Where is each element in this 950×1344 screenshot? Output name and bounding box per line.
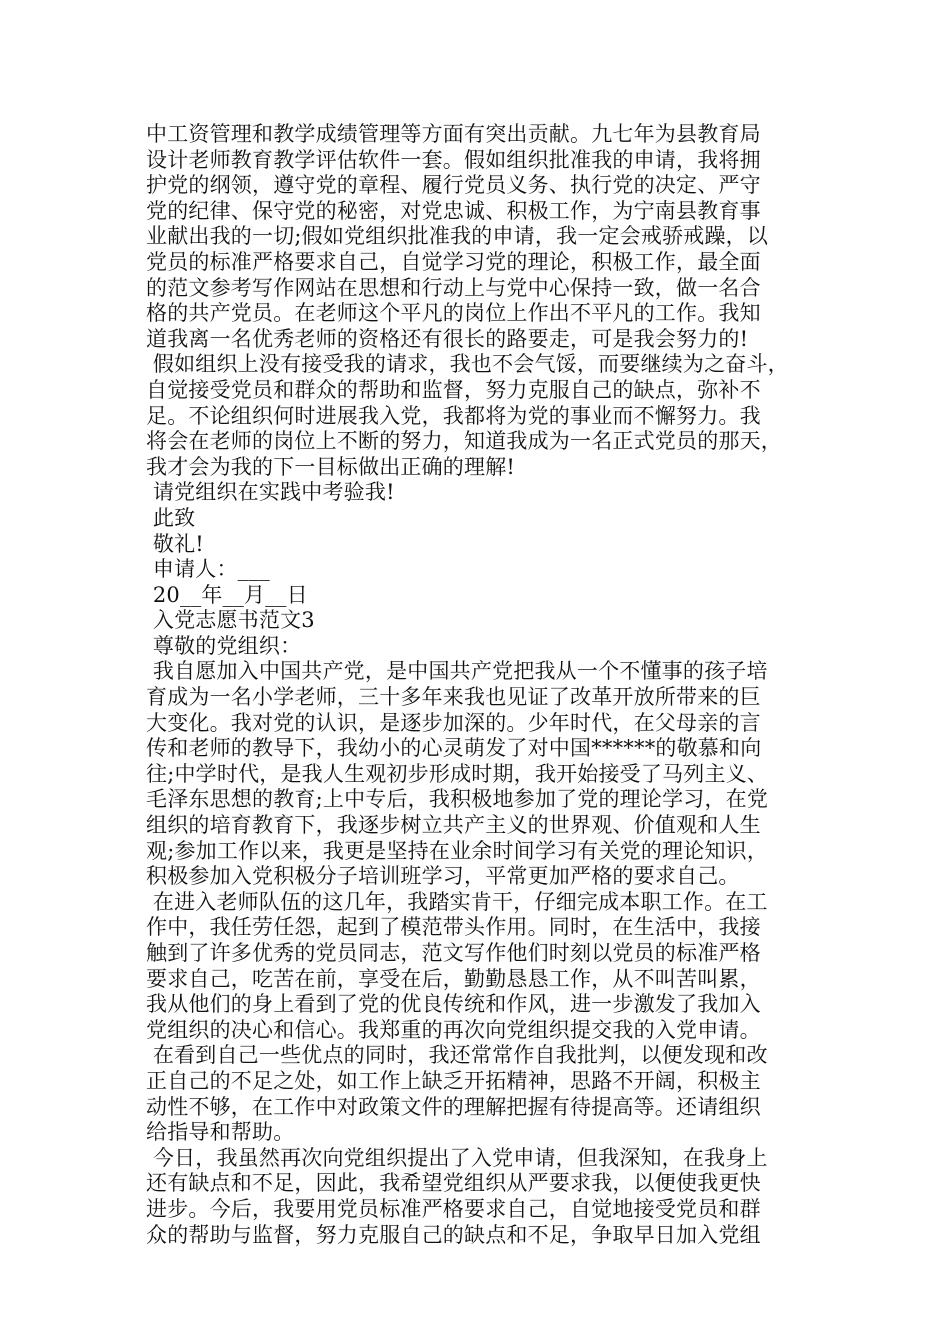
text-line: 的范文参考写作网站在思想和行动上与党中心保持一致，做一名合 — [146, 275, 761, 300]
text-line: 党员的标准严格要求自己，自觉学习党的理论，积极工作，最全面 — [146, 249, 761, 274]
text-line: 我自愿加入中国共产党，是中国共产党把我从一个不懂事的孩子培 — [146, 659, 768, 684]
text-line: 作中，我任劳任怨，起到了模范带头作用。同时，在生活中，我接 — [146, 915, 761, 940]
text-line: 传和老师的教导下，我幼小的心灵萌发了对中国******的敬慕和向 — [146, 736, 762, 761]
text-line: 足。不论组织何时进展我入党，我都将为党的事业而不懈努力。我 — [146, 403, 761, 428]
text-line: 在进入老师队伍的这几年，我踏实肯干，仔细完成本职工作。在工 — [146, 889, 768, 914]
text-line: 往;中学时代，是我人生观初步形成时期，我开始接受了马列主义、 — [146, 761, 769, 786]
text-line: 育成为一名小学老师，三十多年来我也见证了改革开放所带来的巨 — [146, 685, 761, 710]
text-line: 我从他们的身上看到了党的优良传统和作风，进一步激发了我加入 — [146, 992, 761, 1017]
text-line: 业献出我的一切;假如党组织批准我的申请，我一定会戒骄戒躁，以 — [146, 224, 769, 249]
text-line: 假如组织上没有接受我的请求，我也不会气馁，而要继续为之奋斗， — [146, 352, 789, 377]
text-line: 护党的纲领，遵守党的章程、履行党员义务、执行党的决定、严守 — [146, 173, 761, 198]
text-line: 格的共产党员。在老师这个平凡的岗位上作出不平凡的工作。我知 — [146, 301, 761, 326]
text-line: 要求自己，吃苦在前，享受在后，勤勤恳恳工作，从不叫苦叫累， — [146, 966, 761, 991]
text-line: 毛泽东思想的教育;上中专后，我积极地参加了党的理论学习，在党 — [146, 787, 769, 812]
text-line: 大变化。我对党的认识，是逐步加深的。少年时代，在父母亲的言 — [146, 710, 761, 735]
text-line: 申请人：___ — [146, 557, 270, 582]
text-line: 自觉接受党员和群众的帮助和监督，努力克服自己的缺点，弥补不 — [146, 377, 761, 402]
text-line: 正自己的不足之处，如工作上缺乏开拓精神，思路不开阔，积极主 — [146, 1068, 761, 1093]
text-line: 进步。今后，我要用党员标准严格要求自己，自觉地接受党员和群 — [146, 1196, 761, 1221]
text-line: 将会在老师的岗位上不断的努力，知道我成为一名正式党员的那天， — [146, 429, 782, 454]
text-line: 今日，我虽然再次向党组织提出了入党申请，但我深知，在我身上 — [146, 1145, 768, 1170]
text-line: 道我离一名优秀老师的资格还有很长的路要走，可是我会努力的! — [146, 326, 749, 351]
text-line: 党组织的决心和信心。我郑重的再次向党组织提交我的入党申请。 — [146, 1017, 761, 1042]
text-line: 入党志愿书范文3 — [146, 608, 315, 633]
text-line: 我才会为我的下一目标做出正确的理解! — [146, 454, 516, 479]
text-line: 请党组织在实践中考验我! — [146, 480, 395, 505]
text-line: 给指导和帮助。 — [146, 1120, 295, 1145]
document-body — [146, 122, 806, 1248]
text-line: 观;参加工作以来，我更是坚持在业余时间学习有关党的理论知识， — [146, 838, 769, 863]
text-line: 触到了许多优秀的党员同志，范文写作他们时刻以党员的标准严格 — [146, 941, 761, 965]
text-line: 组织的培育教育下，我逐步树立共产主义的世界观、价值观和人生 — [146, 813, 761, 838]
text-line: 中工资管理和教学成绩管理等方面有突出贡献。九七年为县教育局 — [146, 122, 761, 146]
text-line: 20__年__月__日 — [146, 582, 308, 607]
text-line: 还有缺点和不足，因此，我希望党组织从严要求我，以便使我更快 — [146, 1171, 761, 1196]
text-line: 设计老师教育教学评估软件一套。假如组织批准我的申请，我将拥 — [146, 147, 761, 172]
text-line: 动性不够，在工作中对政策文件的理解把握有待提高等。还请组织 — [146, 1094, 761, 1119]
text-line: 众的帮助与监督，努力克服自己的缺点和不足，争取早日加入党组 — [146, 1222, 761, 1247]
text-line: 在看到自己一些优点的同时，我还常常作自我批判，以便发现和改 — [146, 1043, 768, 1068]
text-line: 此致 — [146, 505, 196, 530]
text-line: 积极参加入党积极分子培训班学习，平常更加严格的要求自己。 — [146, 864, 740, 889]
text-line: 党的纪律、保守党的秘密，对党忠诚、积极工作，为宁南县教育事 — [146, 198, 761, 223]
text-line: 敬礼! — [146, 531, 204, 556]
text-line: 尊敬的党组织： — [146, 633, 302, 658]
